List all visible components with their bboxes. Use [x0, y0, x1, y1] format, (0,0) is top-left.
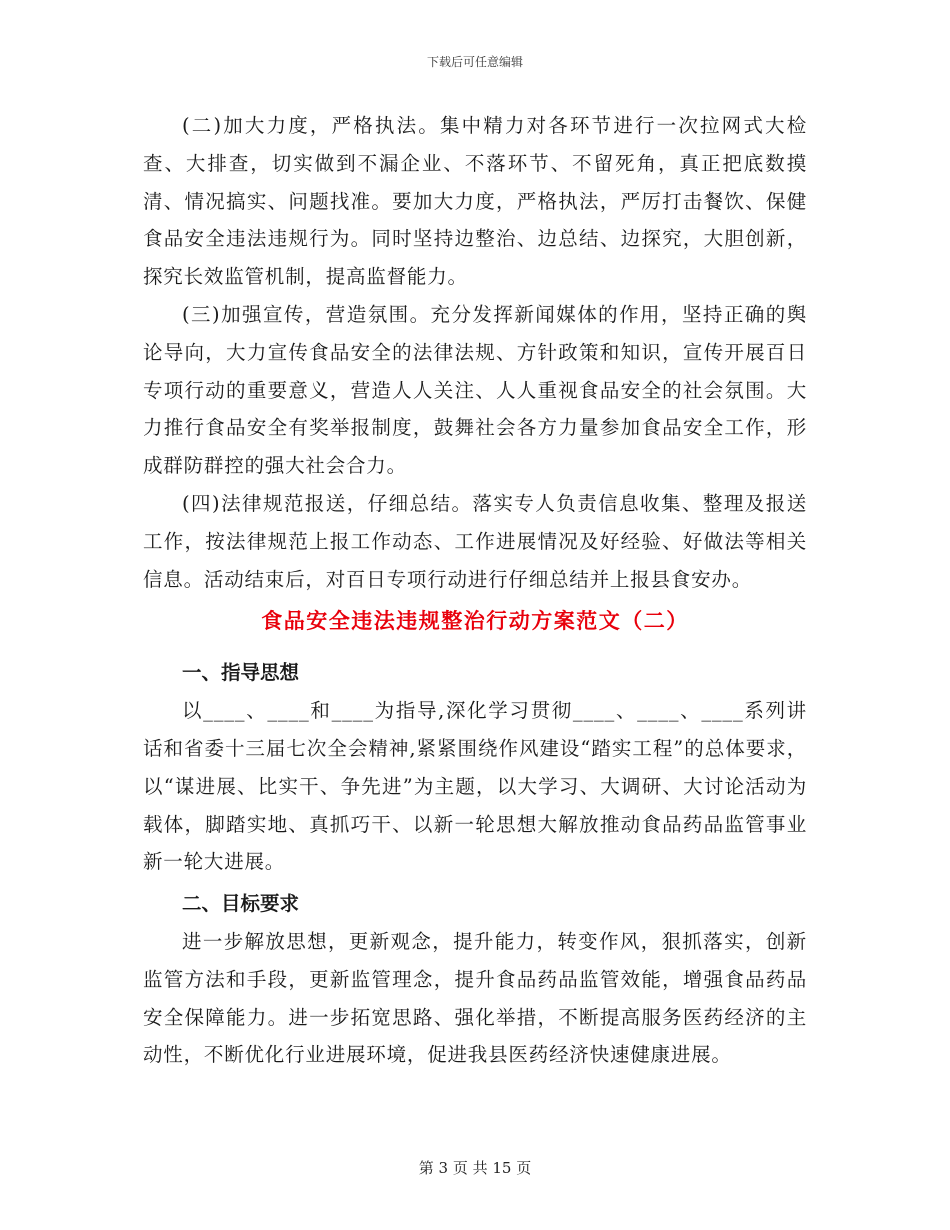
section-title: 食品安全违法违规整治行动方案范文（二）: [261, 609, 689, 634]
page-header: 下载后可任意编辑: [426, 55, 523, 69]
heading-guiding-ideology: 一、指导思想: [182, 661, 300, 685]
paragraph-reporting: (四)法律规范报送，仔细总结。落实专人负责信息收集、整理及报送工作，按法律规范上报工作动态、工作进展情况及好经验、好做法等相关信息。活动结束后，对百日专项行动进行仔细总结并上报县食安办。: [143, 491, 807, 591]
paragraph-goals: 进一步解放思想，更新观念，提升能力，转变作风，狠抓落实，创新监管方法和手段，更新监管理念，提升食品药品监管效能，增强食品药品安全保障能力。进一步拓宽思路、强化举措，不断提高服务医药经济的主动性，不断优化行业进展环境，促进我县医药经济快速健康进展。: [143, 929, 807, 1067]
document-body: [143, 107, 807, 1074]
page-number: 第 3 页 共 15 页: [418, 1159, 532, 1177]
heading-goals: 二、目标要求: [182, 892, 300, 916]
paragraph-strict-enforcement: (二)加大力度，严格执法。集中精力对各环节进行一次拉网式大检查、大排查，切实做到不漏企业、不落环节、不留死角，真正把底数摸清、情况搞实、问题找准。要加大力度，严格执法，严厉打击餐饮、保健食品安全违法违规行为。同时坚持边整治、边总结、边探究，大胆创新，探究长效监管机制，提高监督能力。: [143, 114, 807, 289]
paragraph-guiding-ideology: 以____、____和____为指导,深化学习贯彻____、____、____系列讲话和省委十三届七次全会精神,紧紧围绕作风建设“踏实工程”的总体要求，以“谋进展、比实干、争先进”为主题，以大学习、大调研、大讨论活动为载体，脚踏实地、真抓巧干、以新一轮思想大解放推动食品药品监管事业新一轮大进展。: [143, 699, 807, 874]
paragraph-publicity: (三)加强宣传，营造氛围。充分发挥新闻媒体的作用，坚持正确的舆论导向，大力宣传食品安全的法律法规、方针政策和知识，宣传开展百日专项行动的重要意义，营造人人关注、人人重视食品安全的社会氛围。大力推行食品安全有奖举报制度，鼓舞社会各方力量参加食品安全工作，形成群防群控的强大社会合力。: [143, 302, 807, 478]
